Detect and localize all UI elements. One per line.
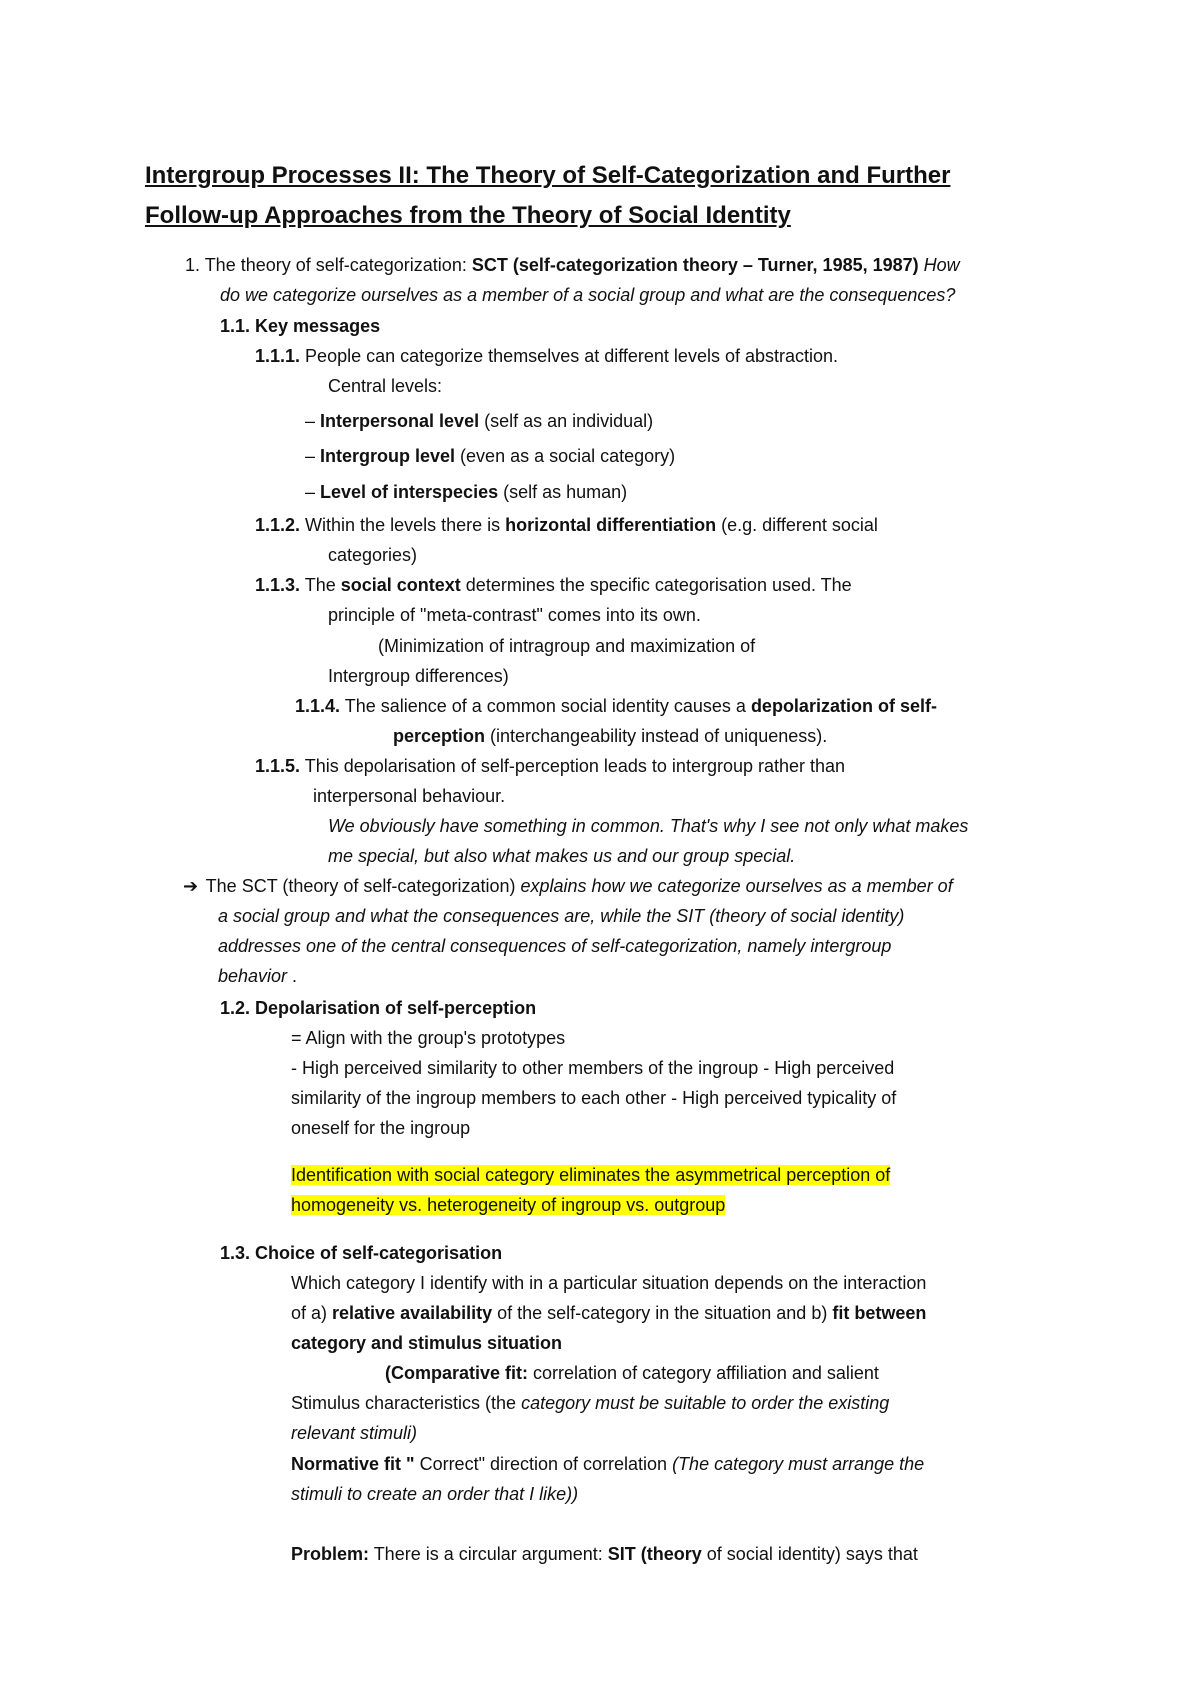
section-1-1-1: 1.1.1. People can categorize themselves at different levels of abstraction. (255, 346, 839, 366)
section-1-line-2: do we categorize ourselves as a member of a social group and what are the consequences? (220, 285, 956, 305)
section-1-1-2: 1.1.2. Within the levels there is horizontal differentiation (e.g. different social (255, 515, 878, 535)
section-1-line-1: 1. The theory of self-categorization: SCT (self-categorization theory – Turner, 1985, 1987) How (185, 255, 960, 275)
level-item-interpersonal: – Interpersonal level (self as an individual) (305, 411, 654, 431)
highlight-line-1: Identification with social category eliminates the asymmetrical perception of (291, 1165, 891, 1185)
section-1-1-4-cont: perception (interchangeability instead of uniqueness). (393, 726, 828, 746)
title-line-2: Follow-up Approaches from the Theory of Social Identity (145, 202, 791, 229)
section-1-1-5: 1.1.5. This depolarisation of self-perception leads to intergroup rather than (255, 756, 846, 776)
comparative-fit-line: (Comparative fit: correlation of category affiliation and salient (385, 1363, 879, 1383)
section-1-3-line-1: Which category I identify with in a particular situation depends on the interaction (291, 1273, 927, 1293)
section-1-2-line-4: oneself for the ingroup (291, 1118, 471, 1138)
level-item-interspecies: – Level of interspecies (self as human) (305, 482, 628, 502)
section-1-1-2-cont: categories) (328, 545, 418, 565)
section-1-3-line-3: category and stimulus situation (291, 1333, 563, 1353)
section-1-1-3: 1.1.3. The social context determines the specific categorisation used. The (255, 575, 852, 595)
arrow-paragraph-line-2: a social group and what the consequences are, while the SIT (theory of social identity) (218, 906, 905, 926)
section-1-1-3-paren-2: Intergroup differences) (328, 666, 509, 686)
section-1-2-line-1: = Align with the group's prototypes (291, 1028, 566, 1048)
central-levels-label: Central levels: (328, 376, 443, 396)
section-1-2-line-2: - High perceived similarity to other members of the ingroup - High perceived (291, 1058, 895, 1078)
arrow-paragraph-line-1: ➔ The SCT (theory of self-categorization) explains how we categorize ourselves as a member of (183, 873, 953, 899)
level-item-intergroup: – Intergroup level (even as a social category) (305, 446, 676, 466)
section-1-1-3-paren-1: (Minimization of intragroup and maximization of (378, 636, 756, 656)
section-1-1-heading: 1.1. Key messages (220, 316, 381, 336)
stimulus-characteristics-line: Stimulus characteristics (the category must be suitable to order the existing (291, 1393, 890, 1413)
title-line-1: Intergroup Processes II: The Theory of Self-Categorization and Further (145, 162, 951, 189)
highlight-line-2: homogeneity vs. heterogeneity of ingroup vs. outgroup (291, 1195, 726, 1215)
section-1-3-line-2: of a) relative availability of the self-category in the situation and b) fit between (291, 1303, 927, 1323)
relevant-stimuli-line: relevant stimuli) (291, 1423, 418, 1443)
section-1-3-heading: 1.3. Choice of self-categorisation (220, 1243, 503, 1263)
arrow-right-icon: ➔ (183, 876, 199, 896)
section-1-1-5-example-2: me special, but also what makes us and our group special. (328, 846, 796, 866)
problem-line: Problem: There is a circular argument: SIT (theory of social identity) says that (291, 1544, 918, 1564)
arrow-paragraph-line-4: behavior . (218, 966, 298, 986)
section-1-1-5-example-1: We obviously have something in common. That's why I see not only what makes (328, 816, 969, 836)
section-1-2-line-3: similarity of the ingroup members to each other - High perceived typicality of (291, 1088, 897, 1108)
normative-fit-cont: stimuli to create an order that I like)) (291, 1484, 579, 1504)
section-1-2-heading: 1.2. Depolarisation of self-perception (220, 998, 537, 1018)
section-1-1-4: 1.1.4. The salience of a common social identity causes a depolarization of self- (295, 696, 937, 716)
arrow-paragraph-line-3: addresses one of the central consequences of self-categorization, namely intergroup (218, 936, 892, 956)
section-1-1-5-cont: interpersonal behaviour. (313, 786, 506, 806)
normative-fit-line: Normative fit " Correct" direction of correlation (The category must arrange the (291, 1454, 925, 1474)
section-1-1-3-cont: principle of "meta-contrast" comes into its own. (328, 605, 701, 625)
